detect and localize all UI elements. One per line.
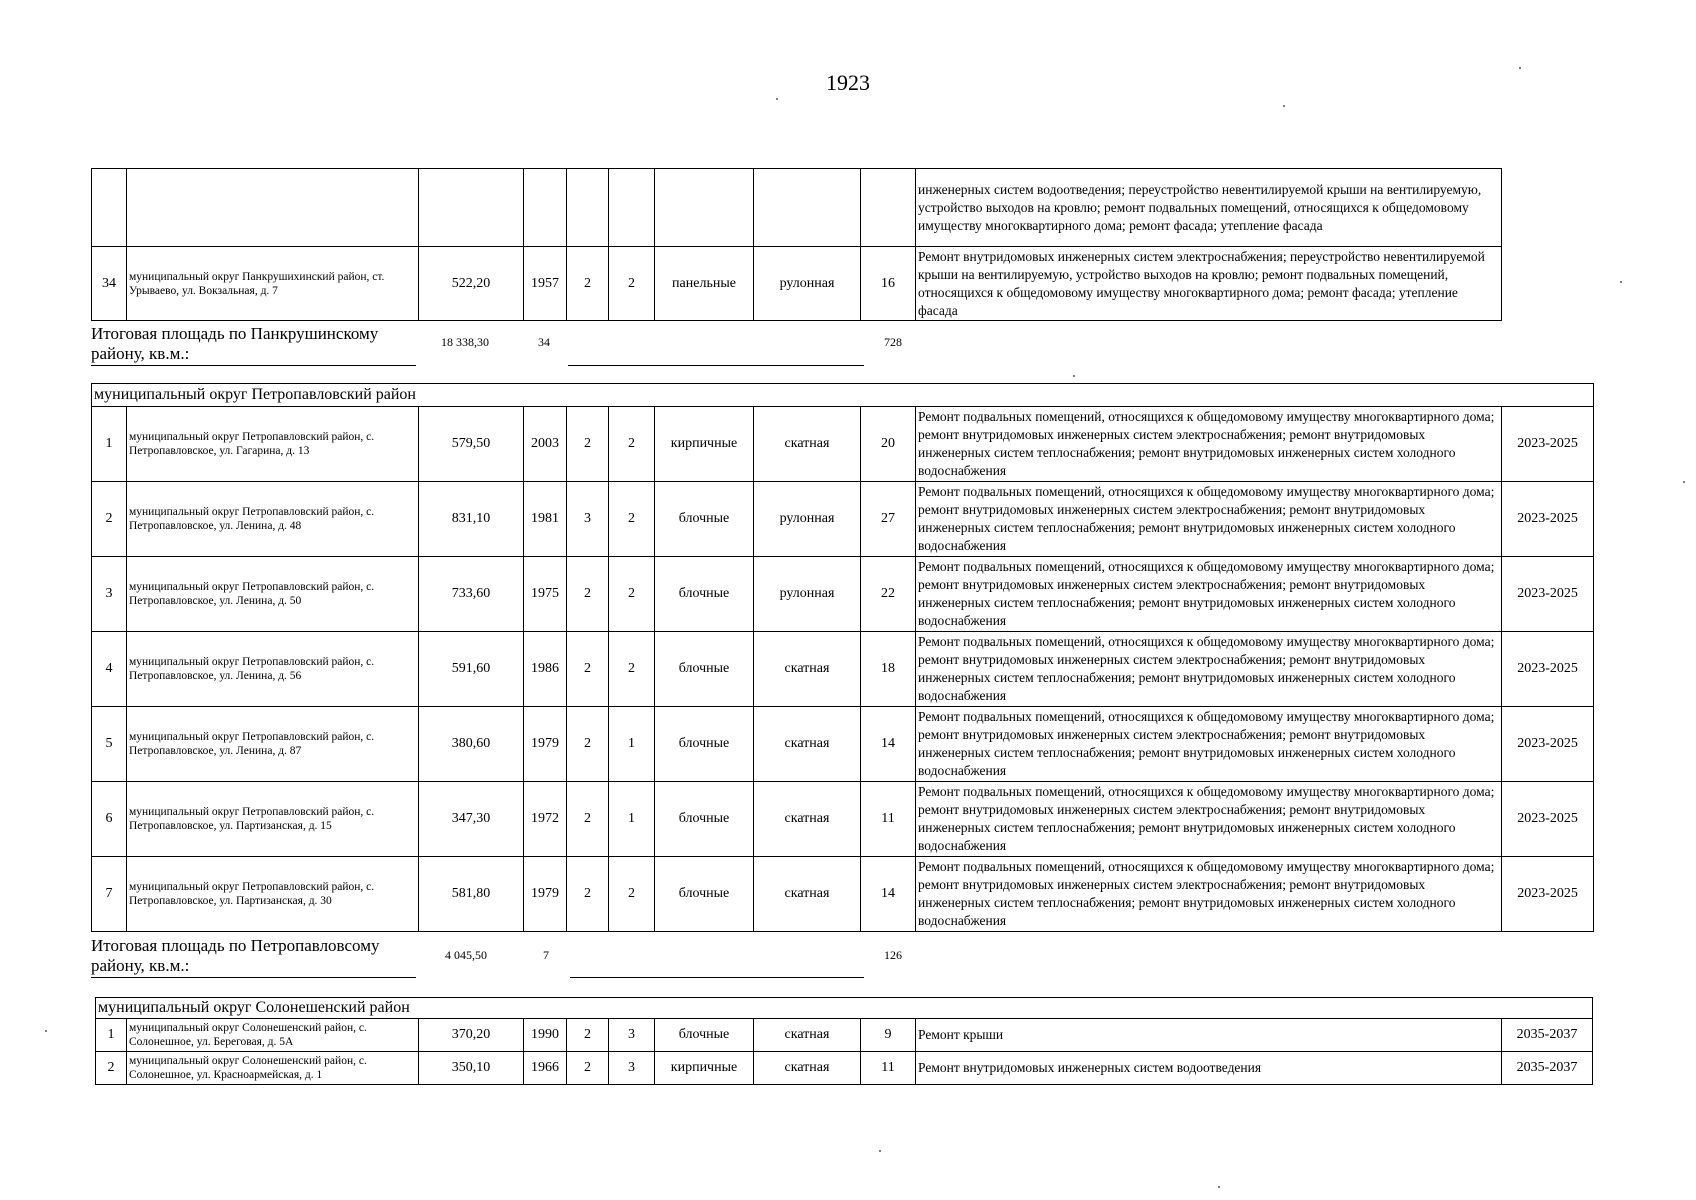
underline <box>91 977 416 978</box>
floors-cell: 2 <box>567 707 609 782</box>
underline <box>91 365 416 366</box>
period-cell: 2023-2025 <box>1502 482 1594 557</box>
walls-cell: блочные <box>655 857 754 932</box>
row-number: 1 <box>92 407 127 482</box>
roof-cell: скатная <box>754 707 861 782</box>
floors-cell: 2 <box>567 857 609 932</box>
period-cell: 2035-2037 <box>1502 1052 1593 1085</box>
row-number: 34 <box>92 247 127 321</box>
continuation-row <box>92 169 1502 247</box>
row-number: 2 <box>96 1052 127 1085</box>
apartments-cell: 11 <box>861 1052 916 1085</box>
row-number: 4 <box>92 632 127 707</box>
apartments-cell: 20 <box>861 407 916 482</box>
scan-speck <box>1283 105 1285 107</box>
apartments-cell: 22 <box>861 557 916 632</box>
section-title: муниципальный округ Солонешенский район <box>96 998 1593 1019</box>
area-cell: 380,60 <box>419 707 524 782</box>
area-cell: 347,30 <box>419 782 524 857</box>
period-cell: 2023-2025 <box>1502 857 1594 932</box>
apartments-cell: 11 <box>861 782 916 857</box>
area-cell: 579,50 <box>419 407 524 482</box>
table-row <box>92 482 1594 557</box>
scan-speck <box>45 1030 47 1032</box>
row-number: 2 <box>92 482 127 557</box>
year-cell: 1979 <box>524 707 567 782</box>
entrances-cell: 2 <box>609 557 655 632</box>
scan-speck <box>1218 1186 1220 1188</box>
section-header-row <box>96 998 1593 1019</box>
floors-cell: 3 <box>567 482 609 557</box>
pankrushikha-table <box>91 168 1502 321</box>
row-number: 5 <box>92 707 127 782</box>
year-cell: 1972 <box>524 782 567 857</box>
apartments-cell: 18 <box>861 632 916 707</box>
address-cell: муниципальный округ Петропавловский район, с. Петропавловское, ул. Ленина, д. 87 <box>127 707 419 782</box>
year-cell: 1990 <box>524 1019 567 1052</box>
works-cell: Ремонт подвальных помещений, относящихся к общедомовому имуществу многоквартирного дома; ремонт внутридомовых инженерных систем электроснабжения; ремонт внутридомовых инженерных систем теплоснабжения; ремонт внутридомовых инженерных систем холодного водоснабжения <box>916 632 1502 707</box>
soloneshnoe-table <box>95 997 1593 1085</box>
works-cell: Ремонт внутридомовых инженерных систем электроснабжения; переустройство невентилируемой крыши на вентилируемую, устройство выходов на кровлю; ремонт подвальных помещений, относящихся к общедомовому имуществу многоквартирного дома; ремонт фасада; утепление фасада <box>916 247 1502 321</box>
underline <box>570 977 864 978</box>
walls-cell: блочные <box>655 482 754 557</box>
roof-cell: рулонная <box>754 557 861 632</box>
table-row <box>92 407 1594 482</box>
walls-cell: панельные <box>655 247 754 321</box>
table-row <box>96 1052 1593 1085</box>
walls-cell: блочные <box>655 557 754 632</box>
works-cell: инженерных систем водоотведения; переустройство невентилируемой крыши на вентилируемую, устройство выходов на кровлю; ремонт подвальных помещений, относящихся к общедомовому имуществу многоквартирного дома; ремонт фасада; утепление фасада <box>916 169 1502 247</box>
table-row <box>92 247 1502 321</box>
period-cell: 2023-2025 <box>1502 407 1594 482</box>
roof-cell: скатная <box>754 1019 861 1052</box>
apartments-cell: 14 <box>861 707 916 782</box>
roof-cell: рулонная <box>754 482 861 557</box>
floors-cell: 2 <box>567 1052 609 1085</box>
area-cell: 350,10 <box>419 1052 524 1085</box>
roof-cell: скатная <box>754 857 861 932</box>
entrances-cell: 1 <box>609 782 655 857</box>
entrances-cell: 1 <box>609 707 655 782</box>
works-cell: Ремонт подвальных помещений, относящихся к общедомовому имуществу многоквартирного дома; ремонт внутридомовых инженерных систем электроснабжения; ремонт внутридомовых инженерных систем теплоснабжения; ремонт внутридомовых инженерных систем холодного водоснабжения <box>916 482 1502 557</box>
floors-cell: 2 <box>567 632 609 707</box>
scan-speck <box>1620 281 1622 283</box>
page-number: 1923 <box>826 70 870 95</box>
entrances-cell: 3 <box>609 1019 655 1052</box>
area-cell: 591,60 <box>419 632 524 707</box>
year-cell: 1966 <box>524 1052 567 1085</box>
works-cell: Ремонт подвальных помещений, относящихся к общедомовому имуществу многоквартирного дома; ремонт внутридомовых инженерных систем электроснабжения; ремонт внутридомовых инженерных систем теплоснабжения; ремонт внутридомовых инженерных систем холодного водоснабжения <box>916 407 1502 482</box>
works-cell: Ремонт подвальных помещений, относящихся к общедомовому имуществу многоквартирного дома; ремонт внутридомовых инженерных систем электроснабжения; ремонт внутридомовых инженерных систем теплоснабжения; ремонт внутридомовых инженерных систем холодного водоснабжения <box>916 782 1502 857</box>
table-row <box>92 707 1594 782</box>
entrances-cell: 3 <box>609 1052 655 1085</box>
table-row <box>92 557 1594 632</box>
entrances-cell: 2 <box>609 482 655 557</box>
scan-speck <box>879 1150 881 1152</box>
floors-cell: 2 <box>567 557 609 632</box>
period-cell: 2035-2037 <box>1502 1019 1593 1052</box>
entrances-cell: 2 <box>609 247 655 321</box>
year-cell: 1975 <box>524 557 567 632</box>
works-cell: Ремонт крыши <box>916 1019 1502 1052</box>
area-cell: 831,10 <box>419 482 524 557</box>
address-cell: муниципальный округ Петропавловский район, с. Петропавловское, ул. Ленина, д. 56 <box>127 632 419 707</box>
walls-cell: кирпичные <box>655 407 754 482</box>
walls-cell: блочные <box>655 707 754 782</box>
works-cell: Ремонт внутридомовых инженерных систем водоотведения <box>916 1052 1502 1085</box>
walls-cell: блочные <box>655 1019 754 1052</box>
apartments-cell: 27 <box>861 482 916 557</box>
year-cell: 1986 <box>524 632 567 707</box>
total-label: Итоговая площадь по Панкрушинскому району, кв.м.: <box>91 324 379 363</box>
walls-cell: кирпичные <box>655 1052 754 1085</box>
apartments-cell: 14 <box>861 857 916 932</box>
roof-cell: рулонная <box>754 247 861 321</box>
roof-cell: скатная <box>754 1052 861 1085</box>
floors-cell: 2 <box>567 247 609 321</box>
period-cell: 2023-2025 <box>1502 557 1594 632</box>
section-header-row <box>92 384 1594 407</box>
roof-cell: скатная <box>754 407 861 482</box>
total-count: 7 <box>543 948 549 962</box>
works-cell: Ремонт подвальных помещений, относящихся к общедомовому имуществу многоквартирного дома; ремонт внутридомовых инженерных систем электроснабжения; ремонт внутридомовых инженерных систем теплоснабжения; ремонт внутридомовых инженерных систем холодного водоснабжения <box>916 707 1502 782</box>
row-number: 6 <box>92 782 127 857</box>
period-cell: 2023-2025 <box>1502 707 1594 782</box>
roof-cell: скатная <box>754 632 861 707</box>
table-row <box>92 782 1594 857</box>
row-number: 7 <box>92 857 127 932</box>
total-area: 18 338,30 <box>441 335 489 349</box>
petropavlovsk-table <box>91 383 1594 932</box>
entrances-cell: 2 <box>609 632 655 707</box>
year-cell: 2003 <box>524 407 567 482</box>
year-cell: 1979 <box>524 857 567 932</box>
area-cell: 370,20 <box>419 1019 524 1052</box>
underline <box>568 365 864 366</box>
total-count: 34 <box>538 335 550 349</box>
table-row <box>92 632 1594 707</box>
total-label: Итоговая площадь по Петропавловсому району, кв.м.: <box>91 936 380 975</box>
works-cell: Ремонт подвальных помещений, относящихся к общедомовому имуществу многоквартирного дома; ремонт внутридомовых инженерных систем электроснабжения; ремонт внутридомовых инженерных систем теплоснабжения; ремонт внутридомовых инженерных систем холодного водоснабжения <box>916 557 1502 632</box>
entrances-cell: 2 <box>609 407 655 482</box>
scan-speck <box>1519 67 1521 69</box>
area-cell: 581,80 <box>419 857 524 932</box>
address-cell: муниципальный округ Петропавловский район, с. Петропавловское, ул. Партизанская, д. 30 <box>127 857 419 932</box>
address-cell: муниципальный округ Петропавловский район, с. Петропавловское, ул. Гагарина, д. 13 <box>127 407 419 482</box>
address-cell: муниципальный округ Солонешенский район, с. Солонешное, ул. Красноармейская, д. 1 <box>127 1052 419 1085</box>
period-cell: 2023-2025 <box>1502 782 1594 857</box>
total-apartments: 126 <box>884 948 902 962</box>
table-row <box>92 857 1594 932</box>
floors-cell: 2 <box>567 407 609 482</box>
floors-cell: 2 <box>567 782 609 857</box>
address-cell: муниципальный округ Петропавловский район, с. Петропавловское, ул. Партизанская, д. 15 <box>127 782 419 857</box>
period-cell: 2023-2025 <box>1502 632 1594 707</box>
section-title: муниципальный округ Петропавловский район <box>92 384 1594 407</box>
year-cell: 1981 <box>524 482 567 557</box>
scan-speck <box>776 98 778 100</box>
total-area: 4 045,50 <box>445 948 487 962</box>
walls-cell: блочные <box>655 632 754 707</box>
scan-speck <box>1073 375 1075 377</box>
address-cell: муниципальный округ Панкрушихинский район, ст. Урываево, ул. Вокзальная, д. 7 <box>127 247 419 321</box>
total-apartments: 728 <box>884 335 902 349</box>
roof-cell: скатная <box>754 782 861 857</box>
area-cell: 522,20 <box>419 247 524 321</box>
floors-cell: 2 <box>567 1019 609 1052</box>
address-cell: муниципальный округ Петропавловский район, с. Петропавловское, ул. Ленина, д. 48 <box>127 482 419 557</box>
row-number: 1 <box>96 1019 127 1052</box>
walls-cell: блочные <box>655 782 754 857</box>
year-cell: 1957 <box>524 247 567 321</box>
area-cell: 733,60 <box>419 557 524 632</box>
scan-speck <box>1683 481 1685 483</box>
apartments-cell: 9 <box>861 1019 916 1052</box>
address-cell: муниципальный округ Петропавловский район, с. Петропавловское, ул. Ленина, д. 50 <box>127 557 419 632</box>
table-row <box>96 1019 1593 1052</box>
entrances-cell: 2 <box>609 857 655 932</box>
apartments-cell: 16 <box>861 247 916 321</box>
works-cell: Ремонт подвальных помещений, относящихся к общедомовому имуществу многоквартирного дома; ремонт внутридомовых инженерных систем электроснабжения; ремонт внутридомовых инженерных систем теплоснабжения; ремонт внутридомовых инженерных систем холодного водоснабжения <box>916 857 1502 932</box>
address-cell: муниципальный округ Солонешенский район, с. Солонешное, ул. Береговая, д. 5А <box>127 1019 419 1052</box>
row-number: 3 <box>92 557 127 632</box>
